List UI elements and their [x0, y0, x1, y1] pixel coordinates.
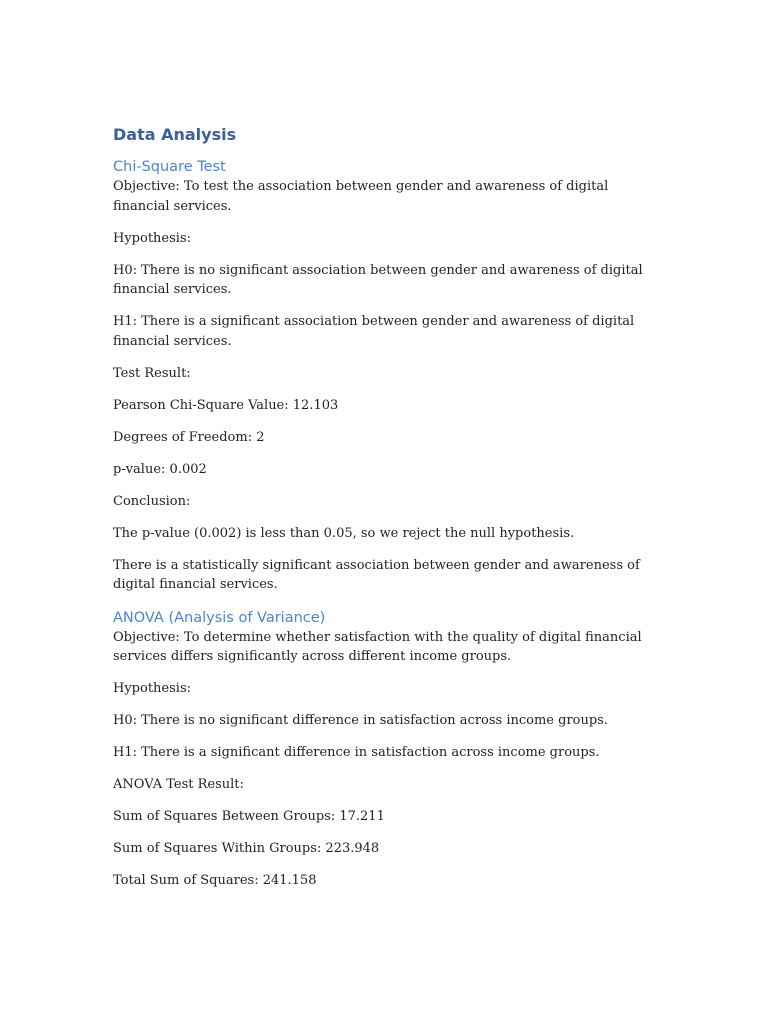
section-anova: [113, 608, 648, 891]
alternative-hypothesis: H1: There is a significant association between gender and awareness of digital financial services.: [113, 314, 635, 349]
section-heading-chi-square: Chi-Square Test: [113, 159, 226, 175]
null-hypothesis: H0: There is no significant difference in satisfaction across income groups.: [113, 713, 608, 728]
hypothesis-label: Hypothesis:: [113, 681, 191, 696]
conclusion-label: Conclusion:: [113, 493, 191, 509]
null-hypothesis: H0: There is no significant association between gender and awareness of digital financial services.: [113, 262, 643, 297]
sum-squares-between: Sum of Squares Between Groups: 17.211: [113, 809, 385, 824]
total-sum-squares: Total Sum of Squares: 241.158: [113, 873, 317, 888]
conclusion-summary: There is a statistically significant association between gender and awareness of digital financial services.: [113, 557, 640, 592]
document-body: [113, 124, 648, 891]
hypothesis-label: Hypothesis:: [113, 230, 191, 246]
objective-paragraph: Objective: To determine whether satisfaction with the quality of digital financial services differs significantly across different income groups.: [113, 629, 642, 664]
objective-paragraph: Objective: To test the association between gender and awareness of digital financial services.: [113, 179, 609, 214]
chi-square-value: Pearson Chi-Square Value: 12.103: [113, 397, 339, 413]
document-title: Data Analysis: [113, 125, 237, 144]
anova-result-label: ANOVA Test Result:: [113, 777, 244, 792]
conclusion-statement: The p-value (0.002) is less than 0.05, so we reject the null hypothesis.: [113, 525, 575, 541]
alternative-hypothesis: H1: There is a significant difference in satisfaction across income groups.: [113, 745, 600, 760]
test-result-label: Test Result:: [113, 365, 191, 381]
sum-squares-within: Sum of Squares Within Groups: 223.948: [113, 841, 380, 856]
p-value: p-value: 0.002: [113, 461, 207, 477]
degrees-of-freedom: Degrees of Freedom: 2: [113, 429, 265, 445]
section-heading-anova: ANOVA (Analysis of Variance): [113, 609, 326, 626]
section-chi-square: [113, 157, 648, 595]
